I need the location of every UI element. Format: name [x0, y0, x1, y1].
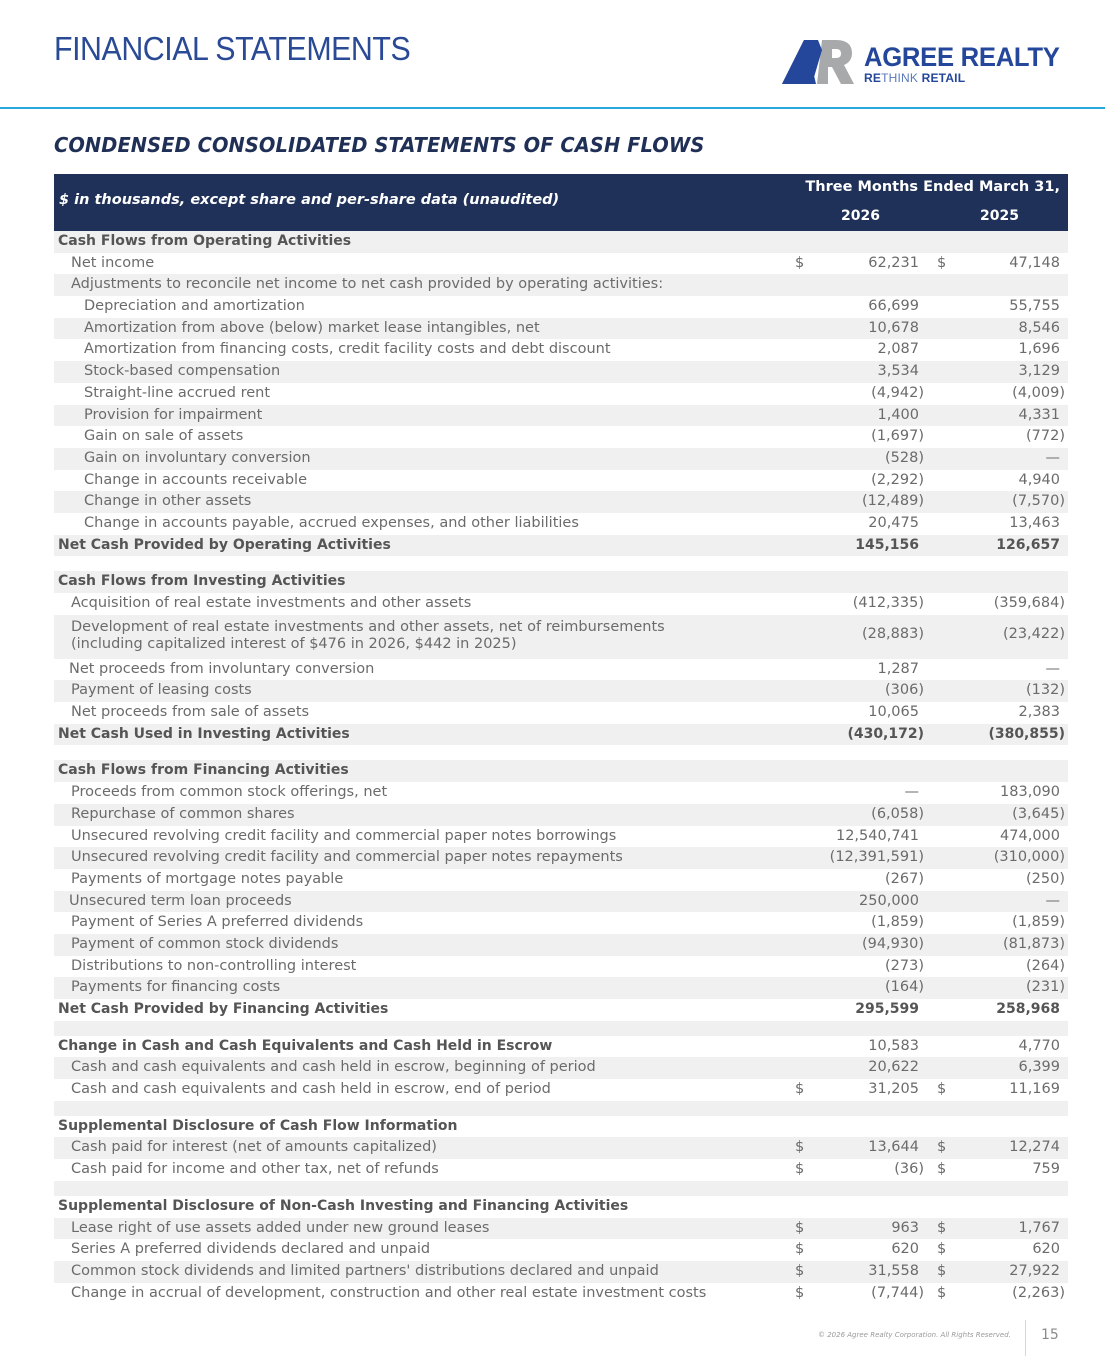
- row-label: Payments for financing costs: [71, 979, 281, 996]
- value-2026: (4,942): [871, 384, 924, 401]
- currency-symbol: $: [937, 1219, 947, 1236]
- value-2026: (94,930): [861, 935, 924, 952]
- value-2026: 10,583: [868, 1037, 919, 1054]
- table-row: [54, 339, 1068, 361]
- period-label: Three Months Ended March 31,: [805, 179, 1060, 195]
- value-2025: (23,422): [1002, 625, 1065, 642]
- table-row: [54, 1283, 1068, 1305]
- year-column-2025: 2025: [980, 208, 1019, 224]
- total-row-change-in-cash: [54, 1036, 1068, 1058]
- table-row: [54, 318, 1068, 340]
- logo-tagline: [864, 71, 965, 85]
- currency-symbol: $: [795, 1284, 805, 1301]
- spacer-row: [54, 1181, 1068, 1196]
- value-2026: (430,172): [847, 725, 924, 742]
- spacer-row: [54, 1101, 1068, 1116]
- value-2026: 12,540,741: [835, 827, 919, 844]
- value-2025: 1,767: [1018, 1219, 1060, 1236]
- value-2026: —: [904, 784, 919, 801]
- value-2026: (1,697): [871, 428, 924, 445]
- section-header-non-cash: [54, 1196, 1068, 1218]
- spacer-row: [54, 556, 1068, 571]
- value-2025: (359,684): [993, 595, 1065, 611]
- value-2026: 145,156: [855, 536, 919, 553]
- value-2026: 20,475: [868, 514, 919, 531]
- table-row: [54, 826, 1068, 848]
- value-2026: 1,287: [877, 660, 919, 677]
- table-header: [54, 174, 1068, 231]
- row-label: Repurchase of common shares: [71, 805, 295, 822]
- row-label: Cash and cash equivalents and cash held in escrow, end of period: [71, 1081, 551, 1098]
- value-2025: 620: [1032, 1241, 1060, 1258]
- value-2026: 10,678: [868, 319, 919, 336]
- tagline-think: THINK: [881, 71, 919, 85]
- value-2025: —: [1045, 660, 1060, 677]
- value-2026: 10,065: [868, 704, 919, 721]
- currency-symbol: $: [795, 254, 805, 271]
- table-row: [54, 470, 1068, 492]
- value-2026: 31,558: [868, 1262, 919, 1279]
- row-label: Amortization from above (below) market lease intangibles, net: [84, 319, 540, 336]
- currency-symbol: $: [795, 1241, 805, 1258]
- value-2026: 250,000: [859, 892, 919, 909]
- copyright-notice: © 2026 Agree Realty Corporation. All Rights Reserved.: [818, 1331, 1011, 1339]
- value-2025: (2,263): [1012, 1284, 1065, 1301]
- row-label: Stock-based compensation: [84, 363, 281, 380]
- value-2026: (12,391,591): [829, 849, 924, 866]
- table-row: [54, 1218, 1068, 1240]
- row-label: [71, 619, 665, 653]
- value-2025: (81,873): [1002, 935, 1065, 952]
- row-label: Gain on involuntary conversion: [84, 449, 311, 466]
- row-label: Payment of leasing costs: [71, 682, 252, 699]
- value-2025: (3,645): [1012, 805, 1065, 822]
- value-2025: 4,940: [1018, 471, 1060, 488]
- row-label: Proceeds from common stock offerings, net: [71, 784, 388, 801]
- currency-symbol: $: [795, 1081, 805, 1098]
- value-2025: 4,331: [1018, 406, 1060, 423]
- row-label: Change in accrual of development, construction and other real estate investment costs: [71, 1284, 707, 1301]
- table-caption: $ in thousands, except share and per-share data (unaudited): [59, 192, 560, 208]
- row-label: Payment of common stock dividends: [71, 935, 339, 952]
- row-label: Change in accounts receivable: [84, 471, 307, 488]
- row-label: Common stock dividends and limited partners' distributions declared and unpaid: [71, 1262, 659, 1279]
- spacer-row: [54, 1021, 1068, 1036]
- tagline-re: RE: [864, 71, 882, 85]
- table-row: [54, 615, 1068, 659]
- row-label: Payments of mortgage notes payable: [71, 870, 344, 887]
- value-2025: 8,546: [1018, 319, 1060, 336]
- table-row: [54, 491, 1068, 513]
- row-label: Straight-line accrued rent: [84, 384, 271, 401]
- table-row: [54, 702, 1068, 724]
- currency-symbol: $: [795, 1262, 805, 1279]
- row-label: Net proceeds from sale of assets: [71, 704, 310, 721]
- value-2026: (2,292): [871, 471, 924, 488]
- table-row: [54, 659, 1068, 681]
- row-label: Cash paid for interest (net of amounts capitalized): [71, 1139, 437, 1156]
- section-header-supplemental: [54, 1116, 1068, 1138]
- year-column-2026: 2026: [841, 208, 880, 224]
- row-label: Cash Flows from Investing Activities: [58, 573, 346, 590]
- row-label: Unsecured revolving credit facility and commercial paper notes borrowings: [71, 827, 617, 844]
- value-2025: (1,859): [1012, 914, 1065, 931]
- table-row: [54, 593, 1068, 615]
- company-logo: [782, 38, 1062, 86]
- table-row: [54, 680, 1068, 702]
- table-row: [54, 405, 1068, 427]
- value-2026: 13,644: [868, 1139, 919, 1156]
- value-2026: 295,599: [855, 1001, 919, 1017]
- currency-symbol: $: [937, 1284, 947, 1301]
- value-2026: (306): [885, 682, 924, 699]
- row-label: Acquisition of real estate investments and other assets: [71, 595, 472, 611]
- currency-symbol: $: [795, 1161, 805, 1178]
- row-label: Change in Cash and Cash Equivalents and Cash Held in Escrow: [58, 1037, 553, 1054]
- value-2026: 620: [891, 1241, 919, 1258]
- section-header-operating: [54, 231, 1068, 253]
- value-2025: 11,169: [1009, 1081, 1060, 1098]
- value-2025: 55,755: [1009, 298, 1060, 315]
- tagline-retail: RETAIL: [918, 71, 966, 85]
- section-header-financing: [54, 760, 1068, 782]
- value-2025: 474,000: [1000, 827, 1060, 844]
- value-2025: 4,770: [1018, 1037, 1060, 1054]
- value-2026: (267): [885, 870, 924, 887]
- cash-flow-table-body: [54, 231, 1068, 1304]
- value-2026: 20,622: [868, 1059, 919, 1076]
- row-label: Unsecured term loan proceeds: [69, 892, 292, 909]
- value-2026: 3,534: [877, 363, 919, 380]
- row-label: Change in other assets: [84, 493, 252, 510]
- value-2025: 1,696: [1018, 341, 1060, 358]
- table-row: [54, 1239, 1068, 1261]
- table-row: [54, 956, 1068, 978]
- logo-name: AGREE REALTY: [864, 42, 1060, 72]
- table-row: [54, 296, 1068, 318]
- table-row: [54, 426, 1068, 448]
- value-2025: —: [1045, 892, 1060, 909]
- value-2025: 6,399: [1018, 1059, 1060, 1076]
- row-label: Amortization from financing costs, credit facility costs and debt discount: [84, 341, 611, 358]
- value-2026: 66,699: [868, 298, 919, 315]
- header-divider: [0, 107, 1105, 109]
- value-2025: 3,129: [1018, 363, 1060, 380]
- value-2026: (273): [885, 957, 924, 974]
- value-2026: (36): [894, 1161, 924, 1178]
- table-row: [54, 1159, 1068, 1181]
- row-label: Depreciation and amortization: [84, 298, 305, 315]
- value-2026: (1,859): [871, 914, 924, 931]
- total-row-operating: [54, 535, 1068, 557]
- row-label: Adjustments to reconcile net income to net cash provided by operating activities:: [71, 276, 664, 293]
- spacer-row: [54, 745, 1068, 760]
- value-2025: 47,148: [1009, 254, 1060, 271]
- table-row: [54, 1079, 1068, 1101]
- row-label: Cash and cash equivalents and cash held in escrow, beginning of period: [71, 1059, 596, 1076]
- footer-divider: [1025, 1320, 1026, 1356]
- row-label-line2: (including capitalized interest of $476 in 2026, $442 in 2025): [71, 635, 517, 652]
- value-2026: (28,883): [861, 625, 924, 642]
- value-2026: (164): [885, 979, 924, 996]
- currency-symbol: $: [795, 1139, 805, 1156]
- value-2026: (412,335): [852, 595, 924, 611]
- value-2025: (231): [1026, 979, 1065, 996]
- value-2026: 963: [891, 1219, 919, 1236]
- value-2026: 1,400: [877, 406, 919, 423]
- value-2025: 2,383: [1018, 704, 1060, 721]
- row-label: Supplemental Disclosure of Non-Cash Investing and Financing Activities: [58, 1197, 629, 1214]
- table-row: [54, 934, 1068, 956]
- row-label: Cash Flows from Operating Activities: [58, 233, 352, 249]
- row-label: Net income: [71, 254, 155, 271]
- row-label: Net Cash Used in Investing Activities: [58, 725, 350, 742]
- value-2026: (12,489): [861, 493, 924, 510]
- currency-symbol: $: [937, 1139, 947, 1156]
- value-2025: 126,657: [996, 536, 1060, 553]
- table-row: [54, 869, 1068, 891]
- agree-realty-logo-icon: [782, 38, 854, 84]
- value-2026: (528): [885, 449, 924, 466]
- table-row: [54, 361, 1068, 383]
- row-label: Cash paid for income and other tax, net of refunds: [71, 1161, 439, 1178]
- total-row-financing: [54, 999, 1068, 1021]
- section-title: CONDENSED CONSOLIDATED STATEMENTS OF CASH FLOWS: [54, 133, 705, 157]
- table-row: [54, 977, 1068, 999]
- value-2026: 31,205: [868, 1081, 919, 1098]
- row-label: Lease right of use assets added under new ground leases: [71, 1219, 490, 1236]
- currency-symbol: $: [937, 1241, 947, 1258]
- value-2025: 183,090: [1000, 784, 1060, 801]
- row-label-line1: Development of real estate investments and other assets, net of reimbursements: [71, 618, 665, 635]
- row-label: Cash Flows from Financing Activities: [58, 762, 349, 779]
- value-2025: 759: [1032, 1161, 1060, 1178]
- table-row: [54, 804, 1068, 826]
- value-2025: —: [1045, 449, 1060, 466]
- page-title: FINANCIAL STATEMENTS: [54, 30, 411, 67]
- value-2025: 12,274: [1009, 1139, 1060, 1156]
- row-label: Distributions to non-controlling interest: [71, 957, 357, 974]
- value-2026: (7,744): [871, 1284, 924, 1301]
- section-header-investing: [54, 571, 1068, 593]
- table-row: [54, 912, 1068, 934]
- row-label: Gain on sale of assets: [84, 428, 244, 445]
- value-2026: (6,058): [871, 805, 924, 822]
- value-2025: 258,968: [996, 1001, 1060, 1017]
- value-2025: (250): [1026, 870, 1065, 887]
- row-label: Provision for impairment: [84, 406, 263, 423]
- table-row: [54, 1137, 1068, 1159]
- value-2025: (772): [1026, 428, 1065, 445]
- row-label: Series A preferred dividends declared and unpaid: [71, 1241, 431, 1258]
- total-row-investing: [54, 724, 1068, 746]
- table-row: [54, 891, 1068, 913]
- row-label: Payment of Series A preferred dividends: [71, 914, 364, 931]
- currency-symbol: $: [795, 1219, 805, 1236]
- row-label: Net proceeds from involuntary conversion: [69, 660, 375, 677]
- page-number: 15: [1041, 1327, 1059, 1343]
- value-2025: (7,570): [1012, 493, 1065, 510]
- value-2025: (132): [1026, 682, 1065, 699]
- table-row: [54, 1057, 1068, 1079]
- currency-symbol: $: [937, 1161, 947, 1178]
- row-label: Supplemental Disclosure of Cash Flow Information: [58, 1117, 458, 1134]
- value-2026: 2,087: [877, 341, 919, 358]
- value-2025: (310,000): [993, 849, 1065, 866]
- row-label: Unsecured revolving credit facility and commercial paper notes repayments: [71, 849, 623, 866]
- value-2025: 27,922: [1009, 1262, 1060, 1279]
- table-row: [54, 274, 1068, 296]
- currency-symbol: $: [937, 254, 947, 271]
- row-label: Change in accounts payable, accrued expenses, and other liabilities: [84, 514, 579, 531]
- table-row: [54, 448, 1068, 470]
- value-2025: 13,463: [1009, 514, 1060, 531]
- table-row: [54, 513, 1068, 535]
- currency-symbol: $: [937, 1262, 947, 1279]
- table-row: [54, 847, 1068, 869]
- value-2025: (4,009): [1012, 384, 1065, 401]
- currency-symbol: $: [937, 1081, 947, 1098]
- table-row: [54, 383, 1068, 405]
- row-label: Net Cash Provided by Operating Activities: [58, 536, 391, 553]
- table-row: [54, 1261, 1068, 1283]
- value-2026: 62,231: [868, 254, 919, 271]
- row-label: Net Cash Provided by Financing Activities: [58, 1001, 389, 1017]
- table-row: [54, 782, 1068, 804]
- value-2025: (380,855): [988, 725, 1065, 742]
- value-2025: (264): [1026, 957, 1065, 974]
- table-row: [54, 253, 1068, 275]
